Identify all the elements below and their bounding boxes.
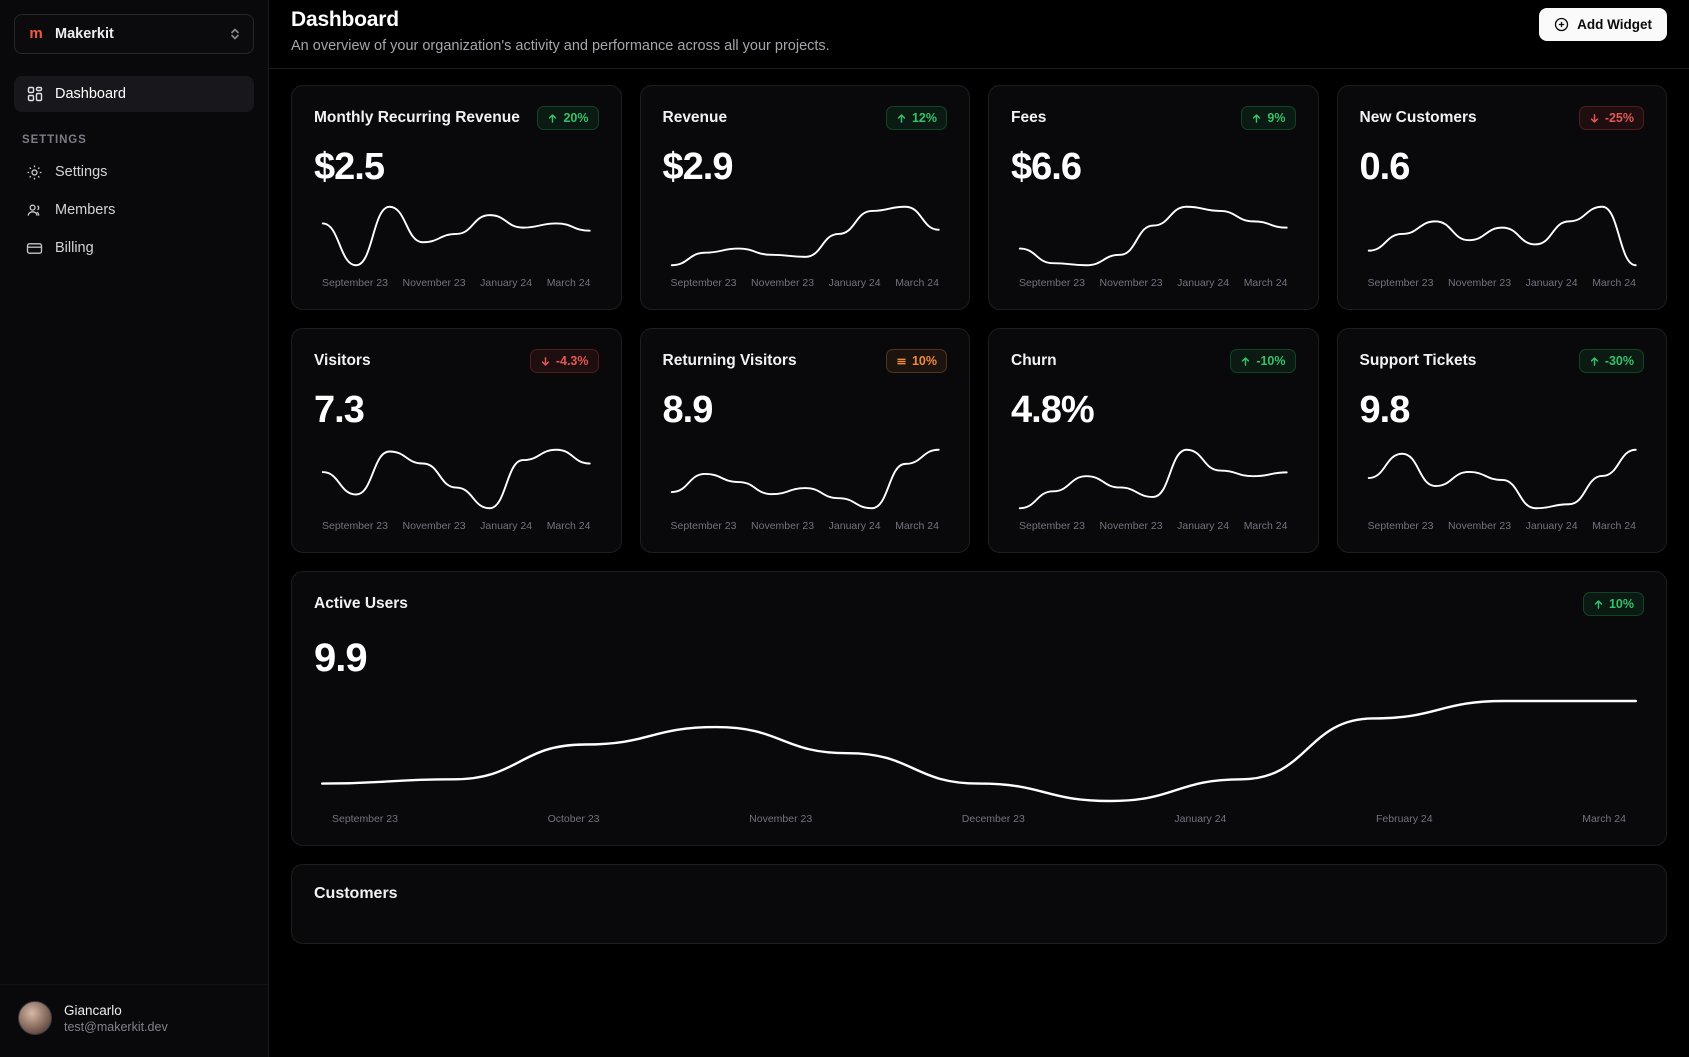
sidebar-item-label: Members [55,202,116,218]
axis-tick: January 24 [828,520,881,532]
metric-value: 8.9 [662,389,713,431]
user-account-block[interactable] [0,984,268,1057]
main-area [269,0,1689,1057]
card-header [314,106,599,130]
plus-circle-icon [1554,17,1569,32]
sidebar-group-label: SETTINGS [22,134,87,146]
badge-value: 9% [1267,111,1286,125]
chart-x-axis [1360,520,1645,532]
metric-value: 4.8% [1011,389,1094,431]
sidebar-item-members[interactable] [14,192,254,228]
axis-tick: January 24 [1525,277,1578,289]
axis-tick: September 23 [332,813,398,825]
axis-tick: March 24 [1243,520,1288,532]
metric-card-churn [988,328,1319,553]
sparkline-chart [314,691,1644,811]
sparkline-chart [314,197,599,275]
sidebar-item-label: Billing [55,240,94,256]
status-badge [1230,349,1295,373]
card-title: New Customers [1359,109,1477,126]
card-title: Churn [1011,352,1057,369]
sparkline-chart [1011,440,1296,518]
axis-tick: March 24 [546,520,591,532]
badge-value: 12% [911,111,937,125]
card-title: Visitors [314,352,371,369]
page-title: Dashboard [291,8,399,31]
axis-tick: September 23 [1367,277,1434,289]
status-badge [537,106,598,130]
axis-tick: September 23 [1367,520,1434,532]
axis-tick: November 23 [751,520,815,532]
metric-value: $2.5 [314,146,384,188]
card-header [1011,349,1296,373]
status-badge [886,349,947,373]
status-badge [530,349,599,373]
sparkline-chart [663,197,948,275]
metric-card-revenue [640,85,971,310]
axis-tick: October 23 [547,813,600,825]
sidebar-item-label: Settings [55,164,108,180]
chart-x-axis [1011,520,1296,532]
sparkline-chart [663,440,948,518]
card-header [314,349,599,373]
active-users-card [291,571,1667,846]
badge-value: 10% [1608,597,1634,611]
gear-icon [26,164,43,181]
user-email: test@makerkit.dev [64,1019,168,1034]
badge-value: -25% [1604,111,1634,125]
chevron-up-down-icon [229,27,241,41]
org-name: Makerkit [55,26,114,42]
sparkline-chart [1360,197,1645,275]
badge-value: -30% [1604,354,1634,368]
add-widget-button[interactable] [1539,8,1667,41]
metric-card-visitors [291,328,622,553]
add-widget-label: Add Widget [1577,17,1652,32]
badge-value: 20% [563,111,589,125]
sparkline-chart [314,440,599,518]
status-badge [1579,349,1644,373]
page-header [269,0,1689,69]
sidebar-item-dashboard[interactable] [14,76,254,112]
metric-value: 9.9 [314,636,367,680]
axis-tick: January 24 [828,277,881,289]
chart-x-axis [314,520,599,532]
card-title: Returning Visitors [662,352,797,369]
chart-x-axis [1011,277,1296,289]
chart-x-axis [663,520,948,532]
axis-tick: March 24 [895,520,939,532]
axis-tick: September 23 [670,277,737,289]
metric-cards-row-2 [291,328,1667,553]
badge-value: -10% [1256,354,1286,368]
card-title: Revenue [662,109,728,126]
axis-tick: January 24 [1177,520,1230,532]
card-header [1011,106,1296,130]
metric-card-mrr [291,85,622,310]
user-name: Giancarlo [64,1002,122,1018]
sidebar-settings-nav [14,154,254,266]
metric-cards-row-1 [291,85,1667,310]
chart-x-axis [314,813,1644,825]
axis-tick: January 24 [480,277,533,289]
customers-title: Customers [314,885,398,902]
axis-tick: September 23 [1019,277,1085,289]
axis-tick: February 24 [1375,813,1433,825]
card-title: Active Users [314,595,408,612]
axis-tick: November 23 [402,277,466,289]
org-switcher[interactable] [14,14,254,54]
chart-x-axis [663,277,948,289]
axis-tick: March 24 [1582,813,1626,825]
axis-tick: September 23 [322,277,388,289]
axis-tick: January 24 [1525,520,1578,532]
chart-x-axis [314,277,599,289]
axis-tick: January 24 [1174,813,1227,825]
axis-tick: September 23 [670,520,737,532]
axis-tick: March 24 [1592,520,1636,532]
axis-tick: November 23 [402,520,466,532]
dashboard-content [269,69,1689,1057]
axis-tick: November 23 [1099,277,1163,289]
credit-card-icon [26,240,43,257]
avatar [18,1001,52,1035]
axis-tick: November 23 [1448,520,1512,532]
dashboard-icon [26,86,43,103]
metric-card-returning-visitors [640,328,971,553]
axis-tick: March 24 [546,277,591,289]
card-header [663,349,948,373]
card-header [314,592,1644,616]
axis-tick: March 24 [1243,277,1288,289]
sparkline-chart [1360,440,1645,518]
card-header [663,106,948,130]
card-title: Monthly Recurring Revenue [314,109,520,126]
chart-x-axis [1360,277,1645,289]
metric-card-support-tickets [1337,328,1668,553]
badge-value: -4.3% [555,354,589,368]
axis-tick: November 23 [1448,277,1512,289]
metric-card-fees [988,85,1319,310]
users-icon [26,202,43,219]
axis-tick: March 24 [1592,277,1636,289]
axis-tick: November 23 [751,277,815,289]
metric-value: 7.3 [314,389,364,431]
axis-tick: November 23 [749,813,813,825]
badge-value: 10% [911,354,937,368]
metric-card-new-customers [1337,85,1668,310]
metric-value: $2.9 [662,146,733,188]
metric-value: 9.8 [1359,389,1410,431]
axis-tick: January 24 [480,520,533,532]
sidebar-item-billing[interactable] [14,230,254,266]
axis-tick: December 23 [961,813,1025,825]
customers-card [291,864,1667,944]
axis-tick: September 23 [322,520,388,532]
sidebar-item-settings[interactable] [14,154,254,190]
axis-tick: January 24 [1177,277,1230,289]
status-badge [886,106,947,130]
axis-tick: November 23 [1099,520,1163,532]
status-badge [1241,106,1295,130]
makerkit-logo-icon: m [29,25,43,42]
sparkline-chart [1011,197,1296,275]
sidebar-nav [14,76,254,112]
sidebar [0,0,269,1057]
metric-value: $6.6 [1011,146,1081,188]
status-badge [1583,592,1644,616]
metric-value: 0.6 [1359,146,1410,188]
card-header [1360,349,1645,373]
card-title: Support Tickets [1359,352,1477,369]
sidebar-item-label: Dashboard [55,86,126,102]
card-header [1360,106,1645,130]
status-badge [1579,106,1644,130]
axis-tick: March 24 [895,277,939,289]
card-title: Fees [1011,109,1047,126]
page-subtitle: An overview of your organization's activity and performance across all your projects. [291,38,830,54]
axis-tick: September 23 [1019,520,1085,532]
